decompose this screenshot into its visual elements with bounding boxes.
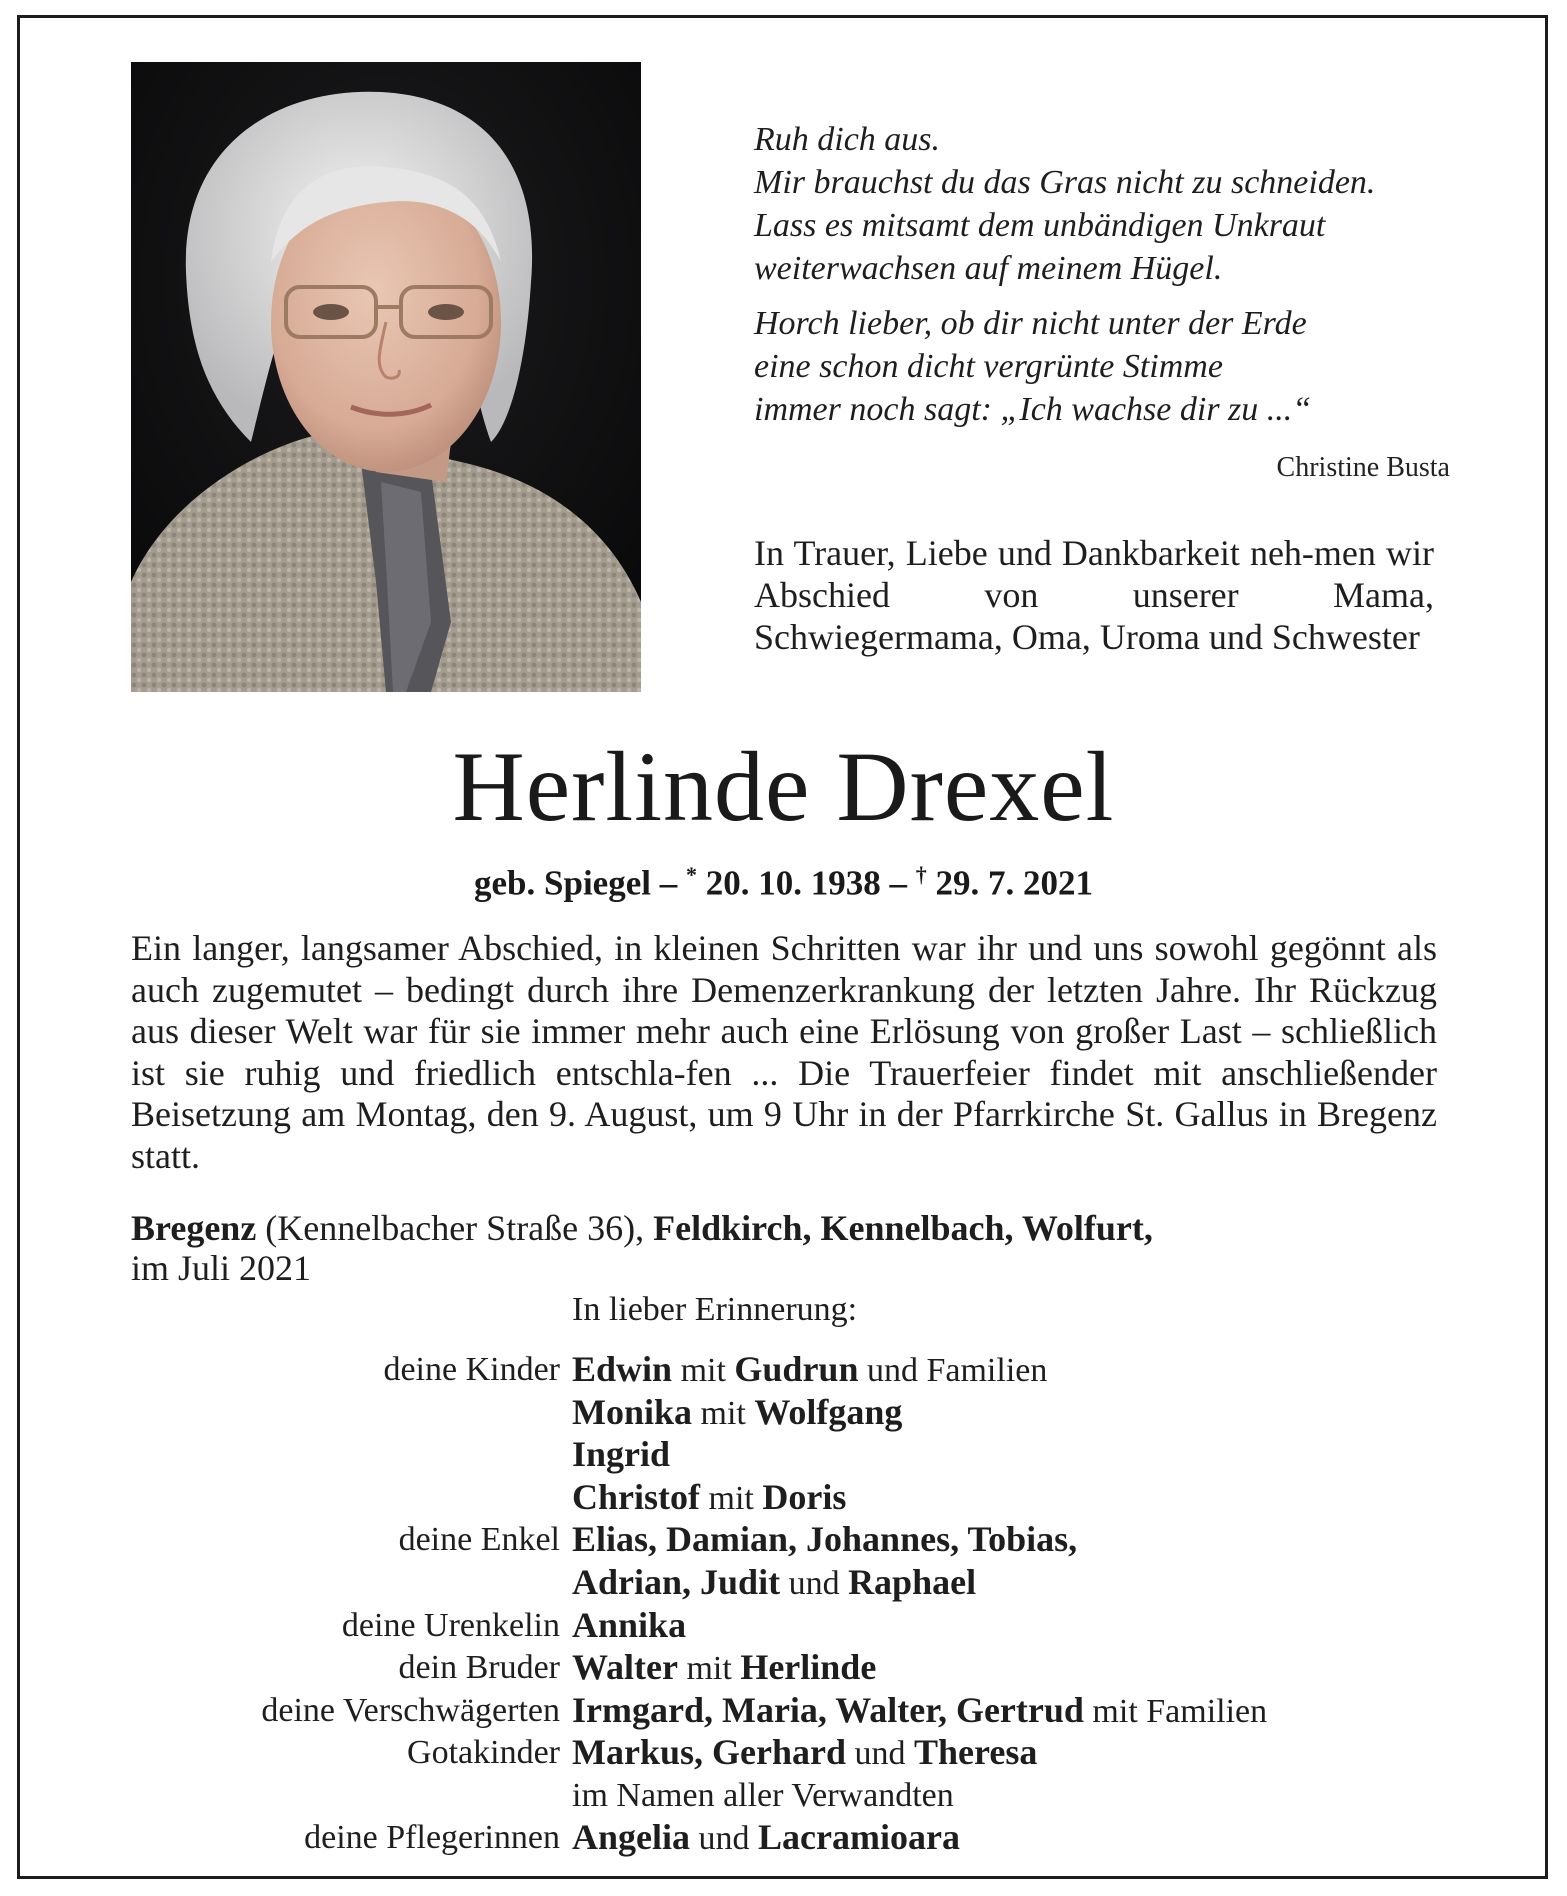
poem-line: Ruh dich aus. bbox=[754, 121, 941, 158]
mourner-connector: mit bbox=[700, 1479, 763, 1517]
place-date: im Juli 2021 bbox=[131, 1248, 312, 1288]
mourner-connector: und bbox=[846, 1735, 914, 1773]
mourner-connector: im Namen aller Verwandten bbox=[572, 1776, 954, 1814]
mourner-role bbox=[131, 1562, 572, 1605]
mourner-row bbox=[131, 1775, 1451, 1817]
place-others: Feldkirch, Kennelbach, Wolfurt, bbox=[653, 1208, 1153, 1248]
mourner-name: Raphael bbox=[848, 1561, 977, 1602]
mourner-connector: und Familien bbox=[858, 1352, 1048, 1389]
poem-line: Lass es mitsamt dem unbändigen Unkraut bbox=[754, 207, 1326, 244]
mourner-connector: mit Familien bbox=[1083, 1692, 1268, 1730]
mourner-name: Herlinde bbox=[740, 1647, 877, 1688]
mourner-name: Markus, Gerhard bbox=[572, 1732, 846, 1773]
memory-heading: In lieber Erinnerung: bbox=[572, 1291, 858, 1328]
mourner-role: dein Bruder bbox=[398, 1649, 560, 1687]
mourner-names bbox=[572, 1434, 670, 1477]
place-and-date bbox=[131, 1208, 1437, 1288]
poem-line: weiterwachsen auf meinem Hügel. bbox=[754, 250, 1223, 287]
poem-line: immer noch sagt: „Ich wachse dir zu ...“ bbox=[754, 391, 1312, 428]
mourner-name: Christof bbox=[572, 1476, 700, 1517]
mourner-role bbox=[131, 1434, 572, 1477]
mourner-names bbox=[572, 1477, 846, 1520]
birth-date: 20. 10. 1938 – bbox=[705, 863, 907, 903]
mourner-name: Doris bbox=[762, 1476, 847, 1517]
mourner-role: deine Pflegerinnen bbox=[304, 1818, 560, 1856]
mourner-row bbox=[131, 1690, 1451, 1733]
mourner-role bbox=[131, 1477, 572, 1520]
birth-symbol: * bbox=[685, 862, 697, 887]
mourner-names bbox=[572, 1690, 1267, 1733]
death-date: 29. 7. 2021 bbox=[935, 863, 1093, 903]
poem-stanza-2 bbox=[754, 302, 1474, 431]
mourner-connector: und bbox=[780, 1564, 849, 1602]
mourner-names bbox=[572, 1392, 902, 1435]
mourner-role: deine Verschwägerten bbox=[261, 1691, 560, 1729]
mourner-names bbox=[572, 1349, 1047, 1392]
place-address: (Kennelbacher Straße 36), bbox=[265, 1208, 645, 1248]
mourner-connector: mit bbox=[677, 1650, 741, 1688]
life-dates bbox=[0, 862, 1567, 904]
mourner-names bbox=[572, 1732, 1037, 1775]
intro-text: In Trauer, Liebe und Dankbarkeit neh-men wir Abschied von unserer Mama, Schwiegermama, Oma, Uroma und Schwester bbox=[754, 533, 1434, 657]
mourner-names bbox=[572, 1519, 1077, 1562]
mourner-row bbox=[131, 1647, 1451, 1690]
mourner-row bbox=[131, 1349, 1451, 1392]
mourners-list bbox=[131, 1349, 1451, 1859]
mourner-name: Theresa bbox=[914, 1732, 1038, 1773]
mourner-names bbox=[572, 1775, 954, 1817]
poem-line: eine schon dicht vergrünte Stimme bbox=[754, 348, 1223, 385]
mourner-role: deine Enkel bbox=[398, 1521, 560, 1559]
poem-line: Mir brauchst du das Gras nicht zu schneiden. bbox=[754, 164, 1376, 201]
mourner-role: deine Urenkelin bbox=[341, 1606, 560, 1644]
mourner-row bbox=[131, 1817, 1451, 1860]
mourner-names bbox=[572, 1562, 976, 1605]
mourner-connector: mit bbox=[692, 1394, 755, 1432]
portrait-photo bbox=[131, 62, 641, 692]
mourner-name: Wolfgang bbox=[754, 1391, 903, 1432]
mourner-role bbox=[131, 1392, 572, 1435]
poem-author: Christine Busta bbox=[1276, 452, 1450, 483]
mourner-names bbox=[572, 1817, 960, 1860]
mourner-role: Gotakinder bbox=[407, 1734, 560, 1772]
biography-text: Ein langer, langsamer Abschied, in kleinen Schritten war ihr und uns sowohl gegönnt als auch zugemutet – bedingt durch ihre Demenzerkrankung der letzten Jahre. Ihr Rückzug aus dieser Welt war für sie immer mehr auch eine Erlösung von großer Last – schließlich ist sie ruhig und friedlich entschla-fen ... Die Trauerfeier findet mit anschließender Beisetzung am Montag, den 9. August, um 9 Uhr in der Pfarrkirche St. Gallus in Bregenz statt. bbox=[131, 928, 1437, 1176]
mourner-role bbox=[131, 1775, 572, 1817]
mourner-name: Walter bbox=[572, 1647, 678, 1688]
mourner-names bbox=[572, 1647, 876, 1690]
mourner-name: Edwin bbox=[572, 1349, 673, 1389]
poem-line: Horch lieber, ob dir nicht unter der Erde bbox=[754, 305, 1307, 342]
mourner-row bbox=[131, 1434, 1451, 1477]
mourner-row bbox=[131, 1392, 1451, 1435]
mourner-name: Elias, Damian, Johannes, Tobias, bbox=[572, 1519, 1078, 1560]
mourner-connector: und bbox=[690, 1819, 759, 1857]
mourner-name: Adrian, Judit bbox=[572, 1561, 781, 1602]
poem bbox=[754, 118, 1474, 443]
mourner-names bbox=[572, 1605, 686, 1648]
mourner-name: Irmgard, Maria, Walter, Gertrud bbox=[572, 1689, 1084, 1730]
mourner-row bbox=[131, 1519, 1451, 1562]
mourner-row bbox=[131, 1562, 1451, 1605]
mourner-name: Gudrun bbox=[734, 1349, 859, 1389]
mourner-name: Monika bbox=[572, 1391, 693, 1432]
mourner-row bbox=[131, 1732, 1451, 1775]
mourner-row bbox=[131, 1605, 1451, 1648]
mourner-row bbox=[131, 1477, 1451, 1520]
mourner-name: Ingrid bbox=[572, 1434, 671, 1475]
poem-stanza-1 bbox=[754, 118, 1474, 290]
mourner-name: Lacramioara bbox=[758, 1816, 960, 1857]
deceased-name: Herlinde Drexel bbox=[452, 731, 1115, 842]
mourner-name: Annika bbox=[572, 1604, 687, 1645]
mourner-role: deine Kinder bbox=[383, 1351, 560, 1388]
death-symbol: † bbox=[915, 862, 927, 887]
maiden-name: geb. Spiegel – bbox=[474, 863, 678, 903]
mourner-connector: mit bbox=[672, 1352, 735, 1389]
place-city: Bregenz bbox=[131, 1208, 257, 1248]
mourner-name: Angelia bbox=[572, 1816, 691, 1857]
